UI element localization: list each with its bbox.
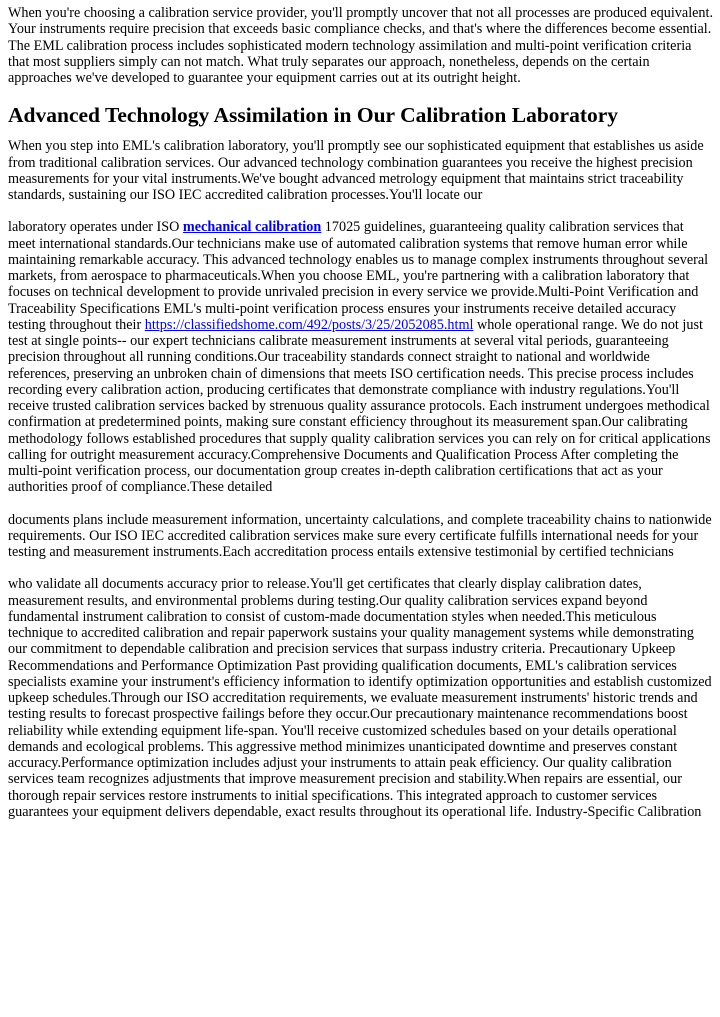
paragraph-1: When you step into EML's calibration laboratory, you'll promptly see our sophisticated equipment that establishes us aside from traditional calibration services. Our advanced technology combination guarantees you receive the highest precision measurements for your vital instruments.We've bought advanced metrology equipment that maintains strict traceability standards, sustaining our ISO IEC accredited calibration processes.You'll locate our [8,138,704,203]
paragraph-2-text-a: laboratory operates under ISO [8,219,183,236]
section-heading: Advanced Technology Assimilation in Our Calibration Laboratory [8,103,619,128]
paragraph-2 [8,219,714,495]
classifiedshome-link[interactable]: https://classifiedshome.com/492/posts/3/25/2052085.html [144,316,474,333]
paragraph-4: who validate all documents accuracy prior to release.You'll get certificates that clearly display calibration dates, measurement results, and environmental problems during testing.Our quality calibration services expand beyond fundamental instrument calibration to consist of custom-made documentation styles when needed.This meticulous technique to accredited calibration and repair paperwork sustains your quality management systems while demonstrating our commitment to dependable calibration and precision services that surpass industry criteria. Precautionary Upkeep Recommendations and Performance Optimization Past providing qualification documents, EML's calibration services specialists examine your instrument's efficiency information to identify optimization opportunities and establish customized upkeep schedules.Through our ISO accreditation requirements, we evaluate measurement instruments' historic trends and testing results to forecast prospective failings before they occur.Our precautionary maintenance recommendations boost reliability while extending equipment life-span. You'll receive customized schedules based on your details operational demands and ecological problems. This aggressive method minimizes unanticipated downtime and preserves constant accuracy.Performance optimization includes adjust your instruments to attain peak efficiency. Our quality calibration services team recognizes adjustments that improve measurement precision and stability.When repairs are essential, our thorough repair services restore instruments to initial specifications. This integrated approach to customer services guarantees your equipment delivers dependable, exact results throughout its operational life. Industry-Specific Calibration [8,576,712,820]
paragraph-3: documents plans include measurement information, uncertainty calculations, and complete traceability chains to nationwide requirements. Our ISO IEC accredited calibration services make sure every certificate fulfills international needs for your testing and measurement instruments.Each accreditation process entails extensive testimonial by certified technicians [8,511,712,560]
mechanical-calibration-link[interactable]: mechanical calibration [182,219,322,236]
paragraph-2-text-c: whole operational range. We do not just test at single points-- our expert technicians calibrate measurement instruments at several vital periods, guaranteeing precision throughout all running conditions.Our traceability standards connect straight to national and worldwide references, preserving an unbroken chain of dimensions that meets ISO certification needs. This precise process includes recording every calibration action, producing certificates that demonstrate compliance with industry regulations.You'll receive trusted calibration services backed by strenuous quality assurance protocols. Each instrument undergoes methodical confirmation at predetermined points, making sure constant efficiency throughout its measurement span.Our calibrating methodology follows established procedures that supply quality calibration services you can rely on for critical applications calling for outright measurement accuracy.Comprehensive Documents and Qualification Process After completing the multi-point verification process, our documentation group creates in-depth calibration certifications that act as your authorities proof of compliance.These detailed [8,316,711,496]
paragraph-2-text-b: 17025 guidelines, guaranteeing quality calibration services that meet international standards.Our technicians make use of automated calibration systems that remove human error while maintaining remarkable accuracy. This advanced technology enables us to manage complex instruments throughout several markets, from aerospace to pharmaceuticals.When you choose EML, you're partnering with a calibration laboratory that focuses on technical development to provide unrivaled precision in every service we provide.Multi-Point Verification and Traceability Specifications EML's multi-point verification process ensures your instruments receive detailed accuracy testing throughout their [8,219,709,333]
intro-paragraph: When you're choosing a calibration service provider, you'll promptly uncover that not all processes are produced equivalent. Your instruments require precision that exceeds basic compliance checks, and that's where the differences become essential. The EML calibration process includes sophisticated modern technology assimilation and multi-point verification criteria that most suppliers simply can not match. What truly separates our approach, nonetheless, depends on the certain approaches we've developed to guarantee your equipment carries out at its outright height. [8,5,714,86]
